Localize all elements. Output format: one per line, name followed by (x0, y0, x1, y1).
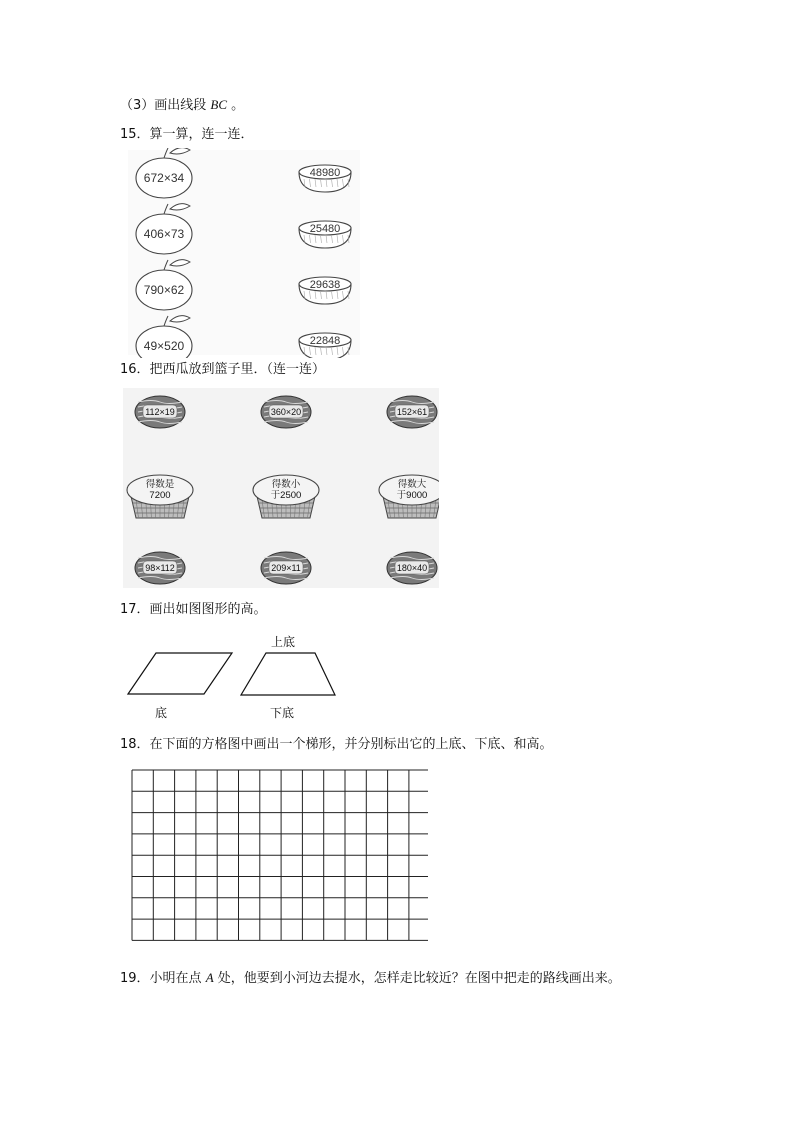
basket-label-line2: 7200 (149, 490, 171, 501)
q18-grid[interactable] (128, 766, 428, 956)
watermelon-label: 209×11 (271, 563, 301, 573)
watermelon-item[interactable] (261, 552, 311, 584)
basket-label-line2: 于2500 (270, 490, 302, 501)
basket-item[interactable] (127, 475, 193, 518)
basket-item[interactable] (253, 475, 319, 518)
q19-suffix: 处，他要到小河边去提水，怎样走比较近？在图中把走的路线画出来。 (213, 971, 621, 986)
apple-label: 49×520 (143, 339, 185, 353)
watermelon-label: 360×20 (270, 407, 302, 417)
bowl-label: 25480 (309, 223, 341, 235)
apple-label: 790×62 (143, 283, 185, 297)
basket-label-line2: 于9000 (396, 490, 428, 501)
q17-title: 17．画出如图图形的高。 (120, 602, 267, 617)
parallelogram-shape (128, 653, 232, 694)
apple-item[interactable] (136, 204, 192, 254)
watermelon-item[interactable] (387, 552, 437, 584)
basket-label-line1: 得数小 (271, 479, 301, 490)
parallelogram-base-label: 底 (155, 706, 168, 720)
watermelon-label: 180×40 (396, 563, 428, 573)
watermelon-item[interactable] (135, 552, 185, 584)
bowl-item[interactable] (299, 333, 351, 358)
bowl-label: 29638 (309, 279, 341, 291)
watermelon-label: 152×61 (396, 407, 428, 417)
q15-figure (128, 148, 368, 358)
bowl-item[interactable] (299, 165, 351, 192)
trapezoid-top-label: 上底 (271, 635, 296, 649)
apple-label: 672×34 (143, 171, 185, 185)
q19-text (120, 970, 621, 987)
q14-sub3-var: BC (210, 97, 228, 112)
watermelon-item[interactable] (135, 396, 185, 428)
watermelon-label: 98×112 (145, 563, 175, 573)
apple-label: 406×73 (143, 227, 185, 241)
trapezoid-shape (241, 653, 335, 695)
q14-sub3-prefix: （3）画出线段 (120, 98, 211, 113)
watermelon-item[interactable] (261, 396, 311, 428)
bowl-label: 22848 (309, 335, 341, 347)
basket-item[interactable] (379, 475, 439, 518)
basket-label-line1: 得数大 (397, 479, 427, 490)
q18-title: 18．在下面的方格图中画出一个梯形，并分别标出它的上底、下底、和高。 (120, 737, 553, 752)
apple-item[interactable] (136, 148, 192, 198)
watermelon-label: 112×19 (145, 407, 175, 417)
watermelon-item[interactable] (387, 396, 437, 428)
bowl-label: 48980 (309, 167, 341, 179)
bowl-item[interactable] (299, 221, 351, 248)
q14-sub3 (120, 97, 244, 114)
q15-title: 15．算一算，连一连． (120, 127, 254, 142)
q19-var: A (205, 970, 214, 985)
q14-sub3-suffix: 。 (227, 98, 245, 113)
q19-prefix: 19．小明在点 (120, 971, 206, 986)
basket-label-line1: 得数是 (145, 479, 175, 490)
apple-item[interactable] (136, 260, 192, 310)
bowl-item[interactable] (299, 277, 351, 304)
trapezoid-bottom-label: 下底 (270, 706, 295, 720)
q16-figure (123, 388, 439, 588)
q16-title: 16．把西瓜放到篮子里．（连一连） (120, 362, 326, 377)
apple-item[interactable] (136, 316, 192, 358)
